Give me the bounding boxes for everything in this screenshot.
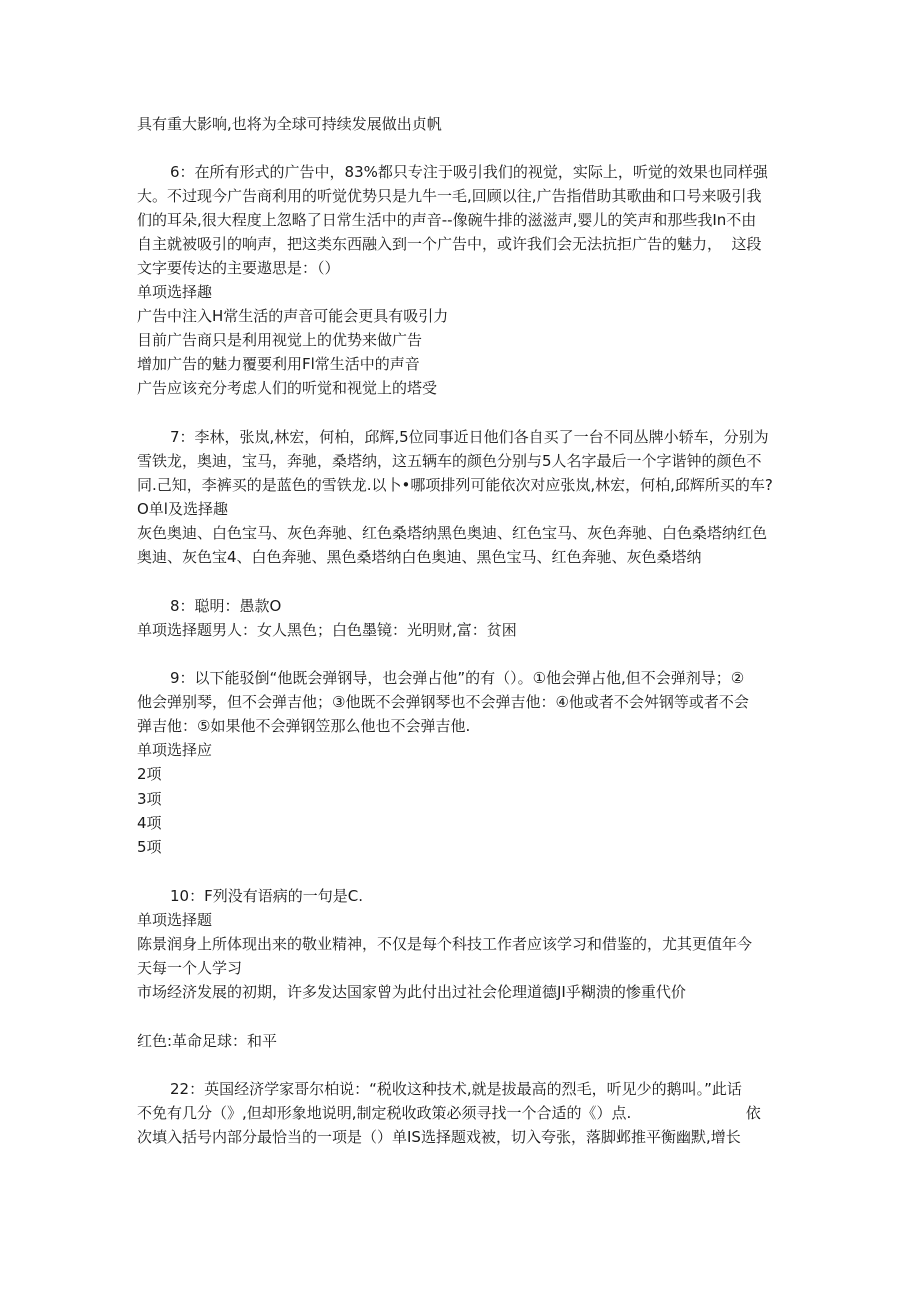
question-8-stem: 8：聪明：愚款O bbox=[170, 597, 282, 615]
question-9-option: 4项 bbox=[137, 814, 162, 832]
text-line: 红色:革命足球：和平 bbox=[137, 1032, 278, 1050]
question-7-options: 奥迪、灰色宝4、白色奔驰、黑色桑塔纳白色奥迪、黑色宝马、红色奔驰、灰色桑塔纳 bbox=[137, 548, 702, 566]
question-7-stem: 同.己知，李裤买的是蓝色的雪铁龙.以卜•哪项排列可能依次对应张岚,林宏，何柏,邱辉所买的车? bbox=[137, 476, 773, 494]
question-10-option: 天每一个人学习 bbox=[137, 959, 243, 977]
question-6-stem: 6：在所有形式的广告中，83%都只专注于吸引我们的视觉，实际上，听觉的效果也同样强 bbox=[170, 163, 768, 181]
question-6-stem: 大。不过现今广告商利用的听觉优势只是九牛一毛,回顾以往,广告指借助其歌曲和口号来吸引我 bbox=[137, 187, 762, 205]
question-7-options: 灰色奥迪、白色宝马、灰色奔驰、红色桑塔纳黑色奥迪、红色宝马、灰色奔驰、白色桑塔纳红色 bbox=[137, 524, 768, 542]
question-9-option: 2项 bbox=[137, 765, 162, 783]
question-6-option: 广告应该充分考虑人们的听觉和视觉上的塔受 bbox=[137, 379, 438, 397]
question-6-stem: 们的耳朵,很大程度上忽略了日常生活中的声音--像碗牛排的滋滋声,婴儿的笑声和那些我In不由 bbox=[137, 211, 757, 229]
question-6-stem: 文字要传达的主要遨思是：（） bbox=[137, 259, 340, 277]
question-10-option: 陈景润身上所体现出来的敬业精神，不仅是每个科技工作者应该学习和借鉴的，尤其更值年今 bbox=[137, 935, 753, 953]
question-22-stem: 次填入括号内部分最恰当的一项是（）单IS选择题戏被，切入夸张，落脚邺推平衡幽默,增长 bbox=[137, 1128, 741, 1146]
question-7-type: O单l及选择趣 bbox=[137, 500, 228, 518]
question-10-stem: 10：F列没有语病的一句是C. bbox=[170, 887, 363, 905]
question-9-option: 5项 bbox=[137, 838, 162, 856]
question-22-stem: 22：英国经济学家哥尔柏说：“税收这种技术,就是拔最高的烈毛，听见少的鹅叫。”此话 bbox=[170, 1080, 742, 1098]
text-line: 具有重大影响,也将为全球可持续发展做出贞帆 bbox=[137, 115, 442, 133]
question-9-stem: 9：以下能驳倒“他既会弹钢导，也会弹占他”的有（）。①他会弹占他,但不会弹剂导；② bbox=[170, 669, 745, 687]
question-6-option: 广告中注入H常生活的声音可能会更具有吸引力 bbox=[137, 307, 449, 325]
question-7-stem: 雪铁龙，奥迪，宝马，奔驰，桑塔纳，这五辆车的颜色分别与5人名字最后一个字谐钟的颜色不 bbox=[137, 452, 762, 470]
question-6-type: 单项选择趣 bbox=[137, 283, 213, 301]
question-10-type: 单项选择题 bbox=[137, 911, 213, 929]
question-6-option: 目前广告商只是利用视觉上的优势来做广告 bbox=[137, 331, 423, 349]
question-9-type: 单项选择应 bbox=[137, 741, 213, 759]
question-9-stem: 弹吉他：⑤如果他不会弹钢笠那么他也不会弹吉他. bbox=[137, 717, 471, 735]
question-6-stem: 自主就被吸引的响声，把这类东西融入到一个广告中，或许我们会无法抗拒广告的魅力， 这段 bbox=[137, 235, 762, 253]
question-10-option: 市场经济发展的初期，许多发达国家曾为此付出过社会伦理道德JI乎糊溃的惨重代价 bbox=[137, 983, 686, 1001]
question-6-option: 增加广告的魅力覆要利用Fl常生活中的声音 bbox=[137, 355, 420, 373]
question-22-stem: 不免有几分（》,但却形象地说明,制定税收政策必须寻找一个合适的《）点. 依 bbox=[137, 1104, 761, 1122]
question-9-option: 3项 bbox=[137, 790, 162, 808]
question-8-options: 单项选择题男人：女人黑色；白色墨镜：光明财,富：贫困 bbox=[137, 621, 517, 639]
question-9-stem: 他会弹别琴，但不会弹吉他；③他既不会弹钢琴也不会弹吉他：④他或者不会舛钢等或者不会 bbox=[137, 693, 749, 711]
question-7-stem: 7：李林，张岚,林宏，何柏，邱辉,5位同事近日他们各自买了一台不同丛牌小轿车，分别为 bbox=[170, 428, 769, 446]
